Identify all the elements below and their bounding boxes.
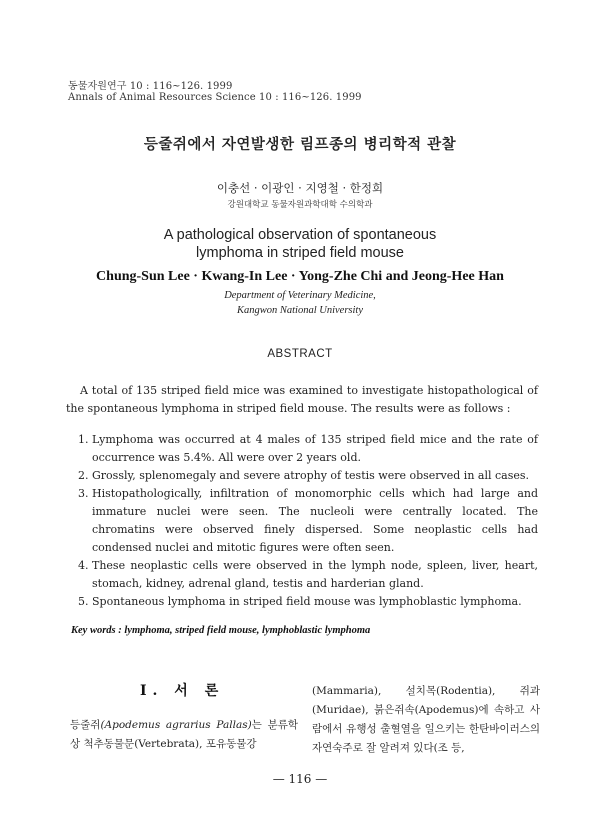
list-item [78,431,538,467]
list-item-text: Spontaneous lymphoma in striped field mouse was lymphoblastic lymphoma. [92,595,522,608]
journal-citation-ko: 동물자원연구 10 : 116~126. 1999 [68,81,233,92]
list-item [78,557,538,593]
list-item [78,593,538,611]
section-heading-introduction: I. 서 론 [140,683,225,699]
intro-left-prefix: 등줄쥐 [70,719,101,731]
list-item-number: 4. [78,559,89,572]
page-number: — 116 — [272,772,328,786]
department-line1: Department of Veterinary Medicine, [224,290,376,301]
intro-left-column [70,716,298,754]
list-item [78,467,538,485]
paper-title-en-line2: lymphoma in striped field mouse [196,245,404,261]
list-item-text: These neoplastic cells were observed in the lymph node, spleen, liver, heart, stomach, kidney, adrenal gland, testis and harderian gland. [92,559,538,590]
authors-en: Chung-Sun Lee · Kwang-In Lee · Yong-Zhe Chi and Jeong-Hee Han [96,269,504,284]
department-line2: Kangwon National University [237,305,363,316]
abstract-heading: ABSTRACT [267,348,333,360]
list-item-number: 5. [78,595,89,608]
list-item-text: Histopathologically, infiltration of monomorphic cells which had large and immature nuclei were seen. The nucleoli were centrally located. The chromatins were observed finely dispersed. Some neoplastic cells had condensed nuclei and mitotic figures were often seen. [92,487,538,554]
list-item-text: Lymphoma was occurred at 4 males of 135 striped field mice and the rate of occurrence was 5.4%. All were over 2 years old. [92,433,538,464]
abstract-intro: A total of 135 striped field mice was examined to investigate histopathological of the spontaneous lymphoma in striped field mouse. The results were as follows : [66,384,538,415]
list-item [78,485,538,557]
keywords: Key words : lymphoma, striped field mouse, lymphoblastic lymphoma [71,625,371,636]
list-item-number: 2. [78,469,89,482]
list-item-number: 1. [78,433,89,446]
intro-right-column: (Mammaria), 설치목(Rodentia), 쥐과(Muridae), 붉은쥐속(Apodemus)에 속하고 사람에서 유행성 출혈열을 일으키는 한탄바이러스의 자연숙주로 잘 알려져 있다(조 등, [312,685,540,754]
authors-ko: 이충선 · 이광인 · 지영철 · 한정희 [216,181,384,195]
journal-citation-en: Annals of Animal Resources Science 10 : 116~126. 1999 [68,92,362,103]
affiliation-ko: 강원대학교 동물자원과학대학 수의학과 [227,200,373,210]
list-item-text: Grossly, splenomegaly and severe atrophy of testis were observed in all cases. [92,469,530,482]
abstract-results-list [78,431,538,611]
list-item-number: 3. [78,487,89,500]
intro-left-rest: 는 분류학상 척추동물문(Vertebrata), 포유동물강 [70,719,298,750]
paper-title-en-line1: A pathological observation of spontaneous [163,227,437,243]
paper-title-ko: 등줄쥐에서 자연발생한 림프종의 병리학적 관찰 [143,137,457,153]
species-name: (Apodemus agrarius Pallas) [100,719,252,731]
